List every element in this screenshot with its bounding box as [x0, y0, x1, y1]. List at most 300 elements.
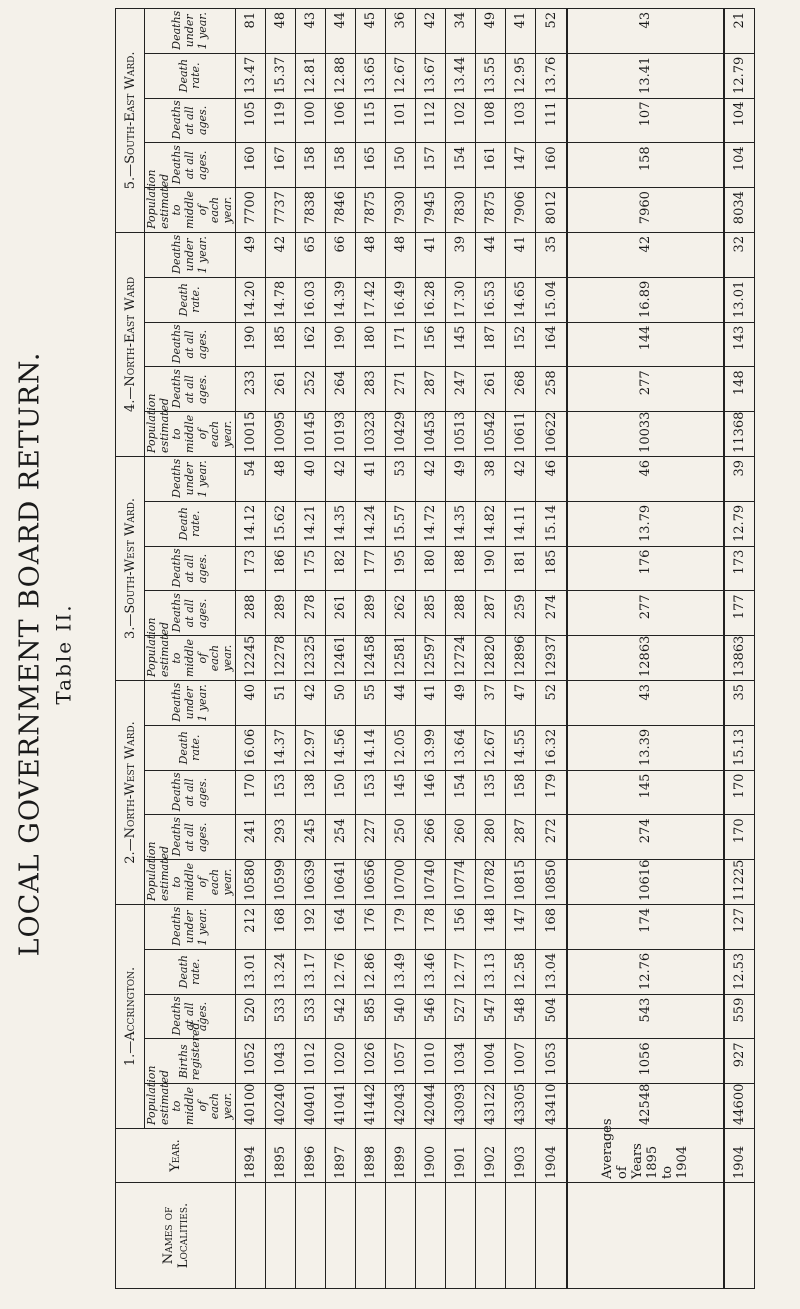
table-cell: 533: [296, 994, 326, 1039]
table-cell: 41041: [326, 1084, 356, 1129]
table-cell: 280: [476, 815, 506, 860]
table-cell: 287: [506, 815, 536, 860]
table-cell: 107: [567, 98, 724, 143]
table-cell: 161: [476, 143, 506, 188]
column-header-row: [145, 8, 236, 1288]
table-cell: 52: [536, 8, 567, 53]
table-cell: 45: [356, 8, 386, 53]
table-cell: 150: [326, 770, 356, 815]
table-cell: 559: [724, 994, 755, 1039]
table-cell: 11225: [724, 860, 755, 905]
table-cell: 156: [416, 322, 446, 367]
table-cell: 547: [476, 994, 506, 1039]
table-cell: 272: [536, 815, 567, 860]
column-header-population: Population estimated to middle of each year.: [145, 636, 236, 681]
locality-cell: [326, 1183, 356, 1289]
table-cell: 12.58: [506, 949, 536, 994]
table-cell: 12278: [266, 636, 296, 681]
table-cell: 105: [236, 98, 266, 143]
table-cell: 51: [266, 681, 296, 726]
table-row: [356, 8, 386, 1288]
table-cell: 81: [236, 8, 266, 53]
table-cell: 10542: [476, 412, 506, 457]
table-row: [236, 8, 266, 1288]
table-cell: 10850: [536, 860, 567, 905]
table-cell: 289: [356, 591, 386, 636]
table-cell: 127: [724, 904, 755, 949]
table-cell: 49: [476, 8, 506, 53]
table-cell: 10095: [266, 412, 296, 457]
table-cell: 16.89: [567, 277, 724, 322]
year-cell: 1904: [724, 1129, 755, 1183]
table-cell: 548: [506, 994, 536, 1039]
column-header-rate: Death rate.: [145, 949, 236, 994]
year-cell: Averages of Years 1895 to 1904: [567, 1129, 724, 1183]
table-cell: 10145: [296, 412, 326, 457]
table-cell: 42: [416, 456, 446, 501]
table-cell: 13.67: [416, 53, 446, 98]
table-cell: 13863: [724, 636, 755, 681]
table-cell: 12.76: [326, 949, 356, 994]
table-cell: 15.14: [536, 501, 567, 546]
table-cell: 13.44: [446, 53, 476, 98]
table-cell: 16.53: [476, 277, 506, 322]
table-cell: 288: [446, 591, 476, 636]
table-cell: 153: [356, 770, 386, 815]
page-subheading: Table II.: [51, 603, 76, 705]
table-cell: 1043: [266, 1039, 296, 1084]
table-cell: 42044: [416, 1084, 446, 1129]
table-cell: 7700: [236, 188, 266, 233]
table-cell: 13.79: [567, 501, 724, 546]
table-cell: 12461: [326, 636, 356, 681]
table-cell: 49: [446, 681, 476, 726]
table-cell: 261: [476, 367, 506, 412]
year-cell: 1899: [386, 1129, 416, 1183]
table-cell: 32: [724, 232, 755, 277]
table-cell: 185: [266, 322, 296, 367]
table-cell: 154: [446, 770, 476, 815]
table-cell: 13.01: [724, 277, 755, 322]
table-cell: 100: [296, 98, 326, 143]
table-cell: 103: [506, 98, 536, 143]
column-header-under1: Deaths under 1 year.: [145, 681, 236, 726]
table-row: [326, 8, 356, 1288]
table-cell: 289: [266, 591, 296, 636]
table-cell: 17.30: [446, 277, 476, 322]
table-cell: 10580: [236, 860, 266, 905]
table-cell: 158: [296, 143, 326, 188]
table-cell: 542: [326, 994, 356, 1039]
table-cell: 164: [536, 322, 567, 367]
final-year-row: [724, 8, 755, 1288]
table-cell: 158: [506, 770, 536, 815]
column-header-rate: Death rate.: [145, 277, 236, 322]
table-cell: 164: [326, 904, 356, 949]
column-header-population: Population estimated to middle of each year.: [145, 860, 236, 905]
table-cell: 1010: [416, 1039, 446, 1084]
table-cell: 13.55: [476, 53, 506, 98]
table-cell: 12820: [476, 636, 506, 681]
table-cell: 527: [446, 994, 476, 1039]
table-cell: 13.24: [266, 949, 296, 994]
table-cell: 179: [386, 904, 416, 949]
table-cell: 168: [536, 904, 567, 949]
table-cell: 13.49: [386, 949, 416, 994]
table-cell: 1004: [476, 1039, 506, 1084]
table-cell: 7930: [386, 188, 416, 233]
table-cell: 266: [416, 815, 446, 860]
table-cell: 15.37: [266, 53, 296, 98]
table-cell: 13.13: [476, 949, 506, 994]
group-header-south-east: 5.—South-East Ward.: [116, 8, 145, 232]
table-cell: 177: [356, 546, 386, 591]
table-cell: 13.47: [236, 53, 266, 98]
table-cell: 14.35: [446, 501, 476, 546]
table-cell: 13.76: [536, 53, 567, 98]
table-cell: 39: [446, 232, 476, 277]
table-cell: 271: [386, 367, 416, 412]
table-cell: 15.13: [724, 725, 755, 770]
table-cell: 13.65: [356, 53, 386, 98]
table-cell: 104: [724, 98, 755, 143]
table-cell: 102: [446, 98, 476, 143]
column-header-rate: Death rate.: [145, 501, 236, 546]
table-cell: 10599: [266, 860, 296, 905]
table-cell: 7875: [356, 188, 386, 233]
table-cell: 112: [416, 98, 446, 143]
year-cell: 1896: [296, 1129, 326, 1183]
table-cell: 1020: [326, 1039, 356, 1084]
table-cell: 48: [266, 8, 296, 53]
table-cell: 12.53: [724, 949, 755, 994]
table-cell: 37: [476, 681, 506, 726]
table-cell: 585: [356, 994, 386, 1039]
table-cell: 12.05: [386, 725, 416, 770]
table-cell: 40: [296, 456, 326, 501]
table-cell: 7945: [416, 188, 446, 233]
table-cell: 260: [446, 815, 476, 860]
table-cell: 12.95: [506, 53, 536, 98]
table-cell: 187: [476, 322, 506, 367]
table-cell: 42043: [386, 1084, 416, 1129]
table-cell: 233: [236, 367, 266, 412]
table-cell: 14.37: [266, 725, 296, 770]
table-cell: 283: [356, 367, 386, 412]
table-cell: 1034: [446, 1039, 476, 1084]
table-cell: 16.03: [296, 277, 326, 322]
table-cell: 10513: [446, 412, 476, 457]
table-cell: 10815: [506, 860, 536, 905]
table-cell: 195: [386, 546, 416, 591]
table-cell: 17.42: [356, 277, 386, 322]
table-cell: 47: [506, 681, 536, 726]
table-cell: 55: [356, 681, 386, 726]
table-row: [386, 8, 416, 1288]
table-cell: 178: [416, 904, 446, 949]
table-cell: 42: [266, 232, 296, 277]
group-header-north-west: 2.—North-West Ward.: [116, 681, 145, 905]
table-cell: 14.56: [326, 725, 356, 770]
table-cell: 144: [567, 322, 724, 367]
locality-cell: [567, 1183, 724, 1289]
table-cell: 158: [326, 143, 356, 188]
table-cell: 10453: [416, 412, 446, 457]
table-cell: 13.17: [296, 949, 326, 994]
column-header-under1: Deaths under 1 year.: [145, 456, 236, 501]
table-cell: 10429: [386, 412, 416, 457]
table-cell: 268: [506, 367, 536, 412]
table-cell: 42: [567, 232, 724, 277]
table-cell: 212: [236, 904, 266, 949]
group-header-accrington: 1.—Accrington.: [116, 904, 145, 1128]
table-cell: 145: [386, 770, 416, 815]
table-cell: 43122: [476, 1084, 506, 1129]
mortality-table: [115, 8, 755, 1289]
table-cell: 148: [476, 904, 506, 949]
year-cell: 1897: [326, 1129, 356, 1183]
table-cell: 43: [567, 8, 724, 53]
table-cell: 46: [567, 456, 724, 501]
column-header-births: Deaths at all ages.: [145, 367, 236, 412]
locality-cell: [536, 1183, 567, 1289]
table-cell: 152: [506, 322, 536, 367]
table-cell: 138: [296, 770, 326, 815]
table-cell: 14.55: [506, 725, 536, 770]
table-cell: 36: [386, 8, 416, 53]
table-cell: 259: [506, 591, 536, 636]
table-cell: 40240: [266, 1084, 296, 1129]
table-cell: 12.81: [296, 53, 326, 98]
column-header-under1: Deaths under 1 year.: [145, 904, 236, 949]
table-cell: 115: [356, 98, 386, 143]
table-row: [446, 8, 476, 1288]
table-cell: 540: [386, 994, 416, 1039]
table-cell: 54: [236, 456, 266, 501]
table-cell: 156: [446, 904, 476, 949]
table-cell: 12325: [296, 636, 326, 681]
table-cell: 157: [416, 143, 446, 188]
table-cell: 52: [536, 681, 567, 726]
table-cell: 14.65: [506, 277, 536, 322]
table-cell: 14.11: [506, 501, 536, 546]
table-cell: 543: [567, 994, 724, 1039]
table-cell: 13.99: [416, 725, 446, 770]
column-header-births: Deaths at all ages.: [145, 591, 236, 636]
table-cell: 190: [476, 546, 506, 591]
table-cell: 42: [296, 681, 326, 726]
averages-row: [567, 8, 724, 1288]
table-cell: 41442: [356, 1084, 386, 1129]
table-cell: 14.35: [326, 501, 356, 546]
table-cell: 49: [446, 456, 476, 501]
table-cell: 250: [386, 815, 416, 860]
table-cell: 252: [296, 367, 326, 412]
table-cell: 13.46: [416, 949, 446, 994]
locality-cell: [416, 1183, 446, 1289]
page-heading: LOCAL GOVERNMENT BOARD RETURN.: [14, 351, 46, 957]
table-cell: 21: [724, 8, 755, 53]
table-cell: 287: [476, 591, 506, 636]
year-cell: 1895: [266, 1129, 296, 1183]
table-cell: 44: [386, 681, 416, 726]
table-cell: 43: [567, 681, 724, 726]
table-cell: 12.97: [296, 725, 326, 770]
table-cell: 10616: [567, 860, 724, 905]
table-cell: 48: [266, 456, 296, 501]
table-cell: 12458: [356, 636, 386, 681]
table-cell: 147: [506, 143, 536, 188]
table-cell: 170: [236, 770, 266, 815]
table-cell: 41: [506, 232, 536, 277]
table-cell: 53: [386, 456, 416, 501]
table-row: [506, 8, 536, 1288]
table-cell: 14.20: [236, 277, 266, 322]
table-cell: 39: [724, 456, 755, 501]
table-cell: 10782: [476, 860, 506, 905]
group-header-south-west: 3.—South-West Ward.: [116, 456, 145, 680]
table-cell: 186: [266, 546, 296, 591]
column-header-births: Deaths at all ages.: [145, 143, 236, 188]
table-row: [536, 8, 567, 1288]
table-cell: 15.62: [266, 501, 296, 546]
year-cell: 1894: [236, 1129, 266, 1183]
table-cell: 7838: [296, 188, 326, 233]
table-cell: 1012: [296, 1039, 326, 1084]
locality-cell: [356, 1183, 386, 1289]
table-cell: 12581: [386, 636, 416, 681]
table-cell: 7960: [567, 188, 724, 233]
table-cell: 174: [567, 904, 724, 949]
year-cell: 1903: [506, 1129, 536, 1183]
locality-cell: [724, 1183, 755, 1289]
table-cell: 7830: [446, 188, 476, 233]
table-cell: 10015: [236, 412, 266, 457]
table-cell: 12245: [236, 636, 266, 681]
table-cell: 16.49: [386, 277, 416, 322]
table-cell: 48: [386, 232, 416, 277]
column-header-rate: Death rate.: [145, 53, 236, 98]
column-header-deaths: Deaths at all ages.: [145, 98, 236, 143]
table-row: [476, 8, 506, 1288]
page-heading-rotated: [15, 352, 76, 957]
table-cell: 49: [236, 232, 266, 277]
column-header-deaths: Deaths at all ages.: [145, 770, 236, 815]
column-header-under1: Deaths under 1 year.: [145, 8, 236, 53]
table-cell: 162: [296, 322, 326, 367]
table-cell: 42: [326, 456, 356, 501]
table-cell: 10611: [506, 412, 536, 457]
table-cell: 185: [536, 546, 567, 591]
table-cell: 167: [266, 143, 296, 188]
table-cell: 254: [326, 815, 356, 860]
table-cell: 41: [416, 681, 446, 726]
table-cell: 10774: [446, 860, 476, 905]
table-cell: 12.88: [326, 53, 356, 98]
table-cell: 173: [236, 546, 266, 591]
table-cell: 262: [386, 591, 416, 636]
table-cell: 41: [506, 8, 536, 53]
table-cell: 35: [724, 681, 755, 726]
table-cell: 158: [567, 143, 724, 188]
table-cell: 1007: [506, 1039, 536, 1084]
table-cell: 173: [724, 546, 755, 591]
locality-cell: [476, 1183, 506, 1289]
table-cell: 119: [266, 98, 296, 143]
locality-cell: [266, 1183, 296, 1289]
table-cell: 180: [356, 322, 386, 367]
table-cell: 12597: [416, 636, 446, 681]
table-cell: 261: [266, 367, 296, 412]
table-cell: 171: [386, 322, 416, 367]
table-cell: 12.86: [356, 949, 386, 994]
table-cell: 14.12: [236, 501, 266, 546]
table-cell: 15.57: [386, 501, 416, 546]
table-cell: 43410: [536, 1084, 567, 1129]
page-heading-block: [0, 0, 90, 1309]
column-header-population: Population estimated to middle of each year.: [145, 188, 236, 233]
table-cell: 12937: [536, 636, 567, 681]
table-cell: 12.79: [724, 53, 755, 98]
table-cell: 38: [476, 456, 506, 501]
table-cell: 180: [416, 546, 446, 591]
table-cell: 35: [536, 232, 567, 277]
table-cell: 14.72: [416, 501, 446, 546]
table-cell: 147: [506, 904, 536, 949]
table-cell: 1057: [386, 1039, 416, 1084]
table-cell: 247: [446, 367, 476, 412]
table-cell: 11368: [724, 412, 755, 457]
table-cell: 10033: [567, 412, 724, 457]
table-cell: 135: [476, 770, 506, 815]
table-cell: 44: [326, 8, 356, 53]
table-cell: 170: [724, 815, 755, 860]
year-cell: 1898: [356, 1129, 386, 1183]
year-cell: 1902: [476, 1129, 506, 1183]
table-cell: 41: [416, 232, 446, 277]
table-cell: 546: [416, 994, 446, 1039]
table-cell: 40401: [296, 1084, 326, 1129]
table-cell: 245: [296, 815, 326, 860]
table-cell: 10323: [356, 412, 386, 457]
table-cell: 190: [236, 322, 266, 367]
table-cell: 13.01: [236, 949, 266, 994]
table-cell: 48: [356, 232, 386, 277]
table-row: [266, 8, 296, 1288]
table-cell: 34: [446, 8, 476, 53]
table-cell: 1053: [536, 1039, 567, 1084]
names-of-localities-header: Names of Localities.: [116, 1183, 236, 1289]
column-header-rate: Death rate.: [145, 725, 236, 770]
column-header-births: Deaths at all ages.: [145, 815, 236, 860]
locality-cell: [506, 1183, 536, 1289]
table-cell: 101: [386, 98, 416, 143]
table-cell: 12.67: [386, 53, 416, 98]
table-cell: 175: [296, 546, 326, 591]
column-header-deaths: Deaths at all ages.: [145, 994, 236, 1039]
locality-cell: [386, 1183, 416, 1289]
table-cell: 274: [567, 815, 724, 860]
table-cell: 927: [724, 1039, 755, 1084]
table-cell: 533: [266, 994, 296, 1039]
table-cell: 168: [266, 904, 296, 949]
table-cell: 14.14: [356, 725, 386, 770]
table-cell: 241: [236, 815, 266, 860]
table-cell: 287: [416, 367, 446, 412]
table-cell: 293: [266, 815, 296, 860]
table-cell: 12.76: [567, 949, 724, 994]
table-cell: 277: [567, 367, 724, 412]
